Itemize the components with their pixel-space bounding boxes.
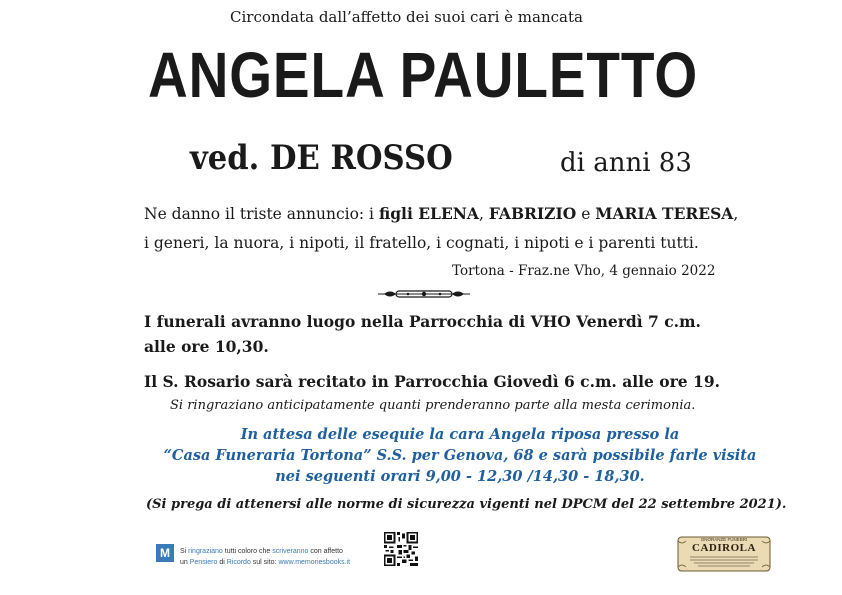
announcement-line-2: i generi, la nuora, i nipoti, il fratello, i cognati, i nipoti e i parenti tutti. [144,234,699,252]
announcement-text: Ne danno il triste annuncio: i [144,205,379,223]
agency-name: CADIROLA [692,542,756,554]
footer-word: sul sito: [250,559,279,566]
funeral-location: Parrocchia di VHO Venerdì 7 c.m. [409,312,701,331]
child-name: MARIA TERESA [595,204,734,223]
deceased-name: ANGELA PAULETTO [148,39,699,111]
visit-line-2: “Casa Funeraria Tortona” S.S. per Genova, 68 e sarà possibile farle visita [163,447,757,464]
memoriesbooks-logo-icon: M [156,544,174,562]
funeral-line-1 [144,309,701,334]
funeral-info [144,309,701,359]
rosary-info: Il S. Rosario sarà recitato in Parrocchia Giovedì 6 c.m. alle ore 19. [144,372,721,391]
footer-word: scriveranno [272,548,309,555]
footer-word: con affetto [308,548,343,555]
separator: , [478,205,489,223]
children-label: figli ELENA [378,204,479,223]
safety-notice: (Si prega di attenersi alle norme di sicurezza vigenti nel DPCM del 22 settembre 2021). [146,497,787,512]
ornament-divider [378,288,470,300]
funeral-text: I funerali avranno luogo nella [144,312,410,331]
agency-tagline: ONORANZE FUNEBRI [700,537,748,542]
footer-word: ringraziano [188,548,223,555]
footer-line-2 [180,557,350,568]
child-name: FABRIZIO [488,204,577,223]
intro-line: Circondata dall’affetto dei suoi cari è mancata [230,8,583,26]
footer-word: di [217,559,227,566]
footer-word: Pensiero [189,559,218,566]
footer-word: tutti coloro che [222,548,273,555]
thanks-line: Si ringraziano anticipatamente quanti prenderanno parte alla mesta cerimonia. [170,398,696,413]
qr-code-icon[interactable] [384,532,418,566]
age: di anni 83 [560,148,692,178]
footer-word: un [180,559,190,566]
funeral-line-2: alle ore 10,30. [144,337,269,356]
footer-line-1 [180,546,350,557]
funeral-agency-logo [676,533,772,573]
widow-of: ved. DE ROSSO [190,138,453,178]
announcement-line-1 [144,199,738,229]
footer-word: Ricordo [226,559,251,566]
separator: , [733,205,739,223]
place-date: Tortona - Fraz.ne Vho, 4 gennaio 2022 [452,263,716,279]
visit-info [150,424,770,487]
footer-word: Si [180,548,189,555]
footer-link[interactable]: www.memoriesbooks.it [278,559,351,566]
visit-line-3: nei seguenti orari 9,00 - 12,30 /14,30 - 18,30. [275,468,645,485]
announcement [144,199,738,258]
footer-text [180,546,350,568]
conjunction: e [576,205,596,223]
visit-line-1: In attesa delle esequie la cara Angela riposa presso la [240,426,680,443]
